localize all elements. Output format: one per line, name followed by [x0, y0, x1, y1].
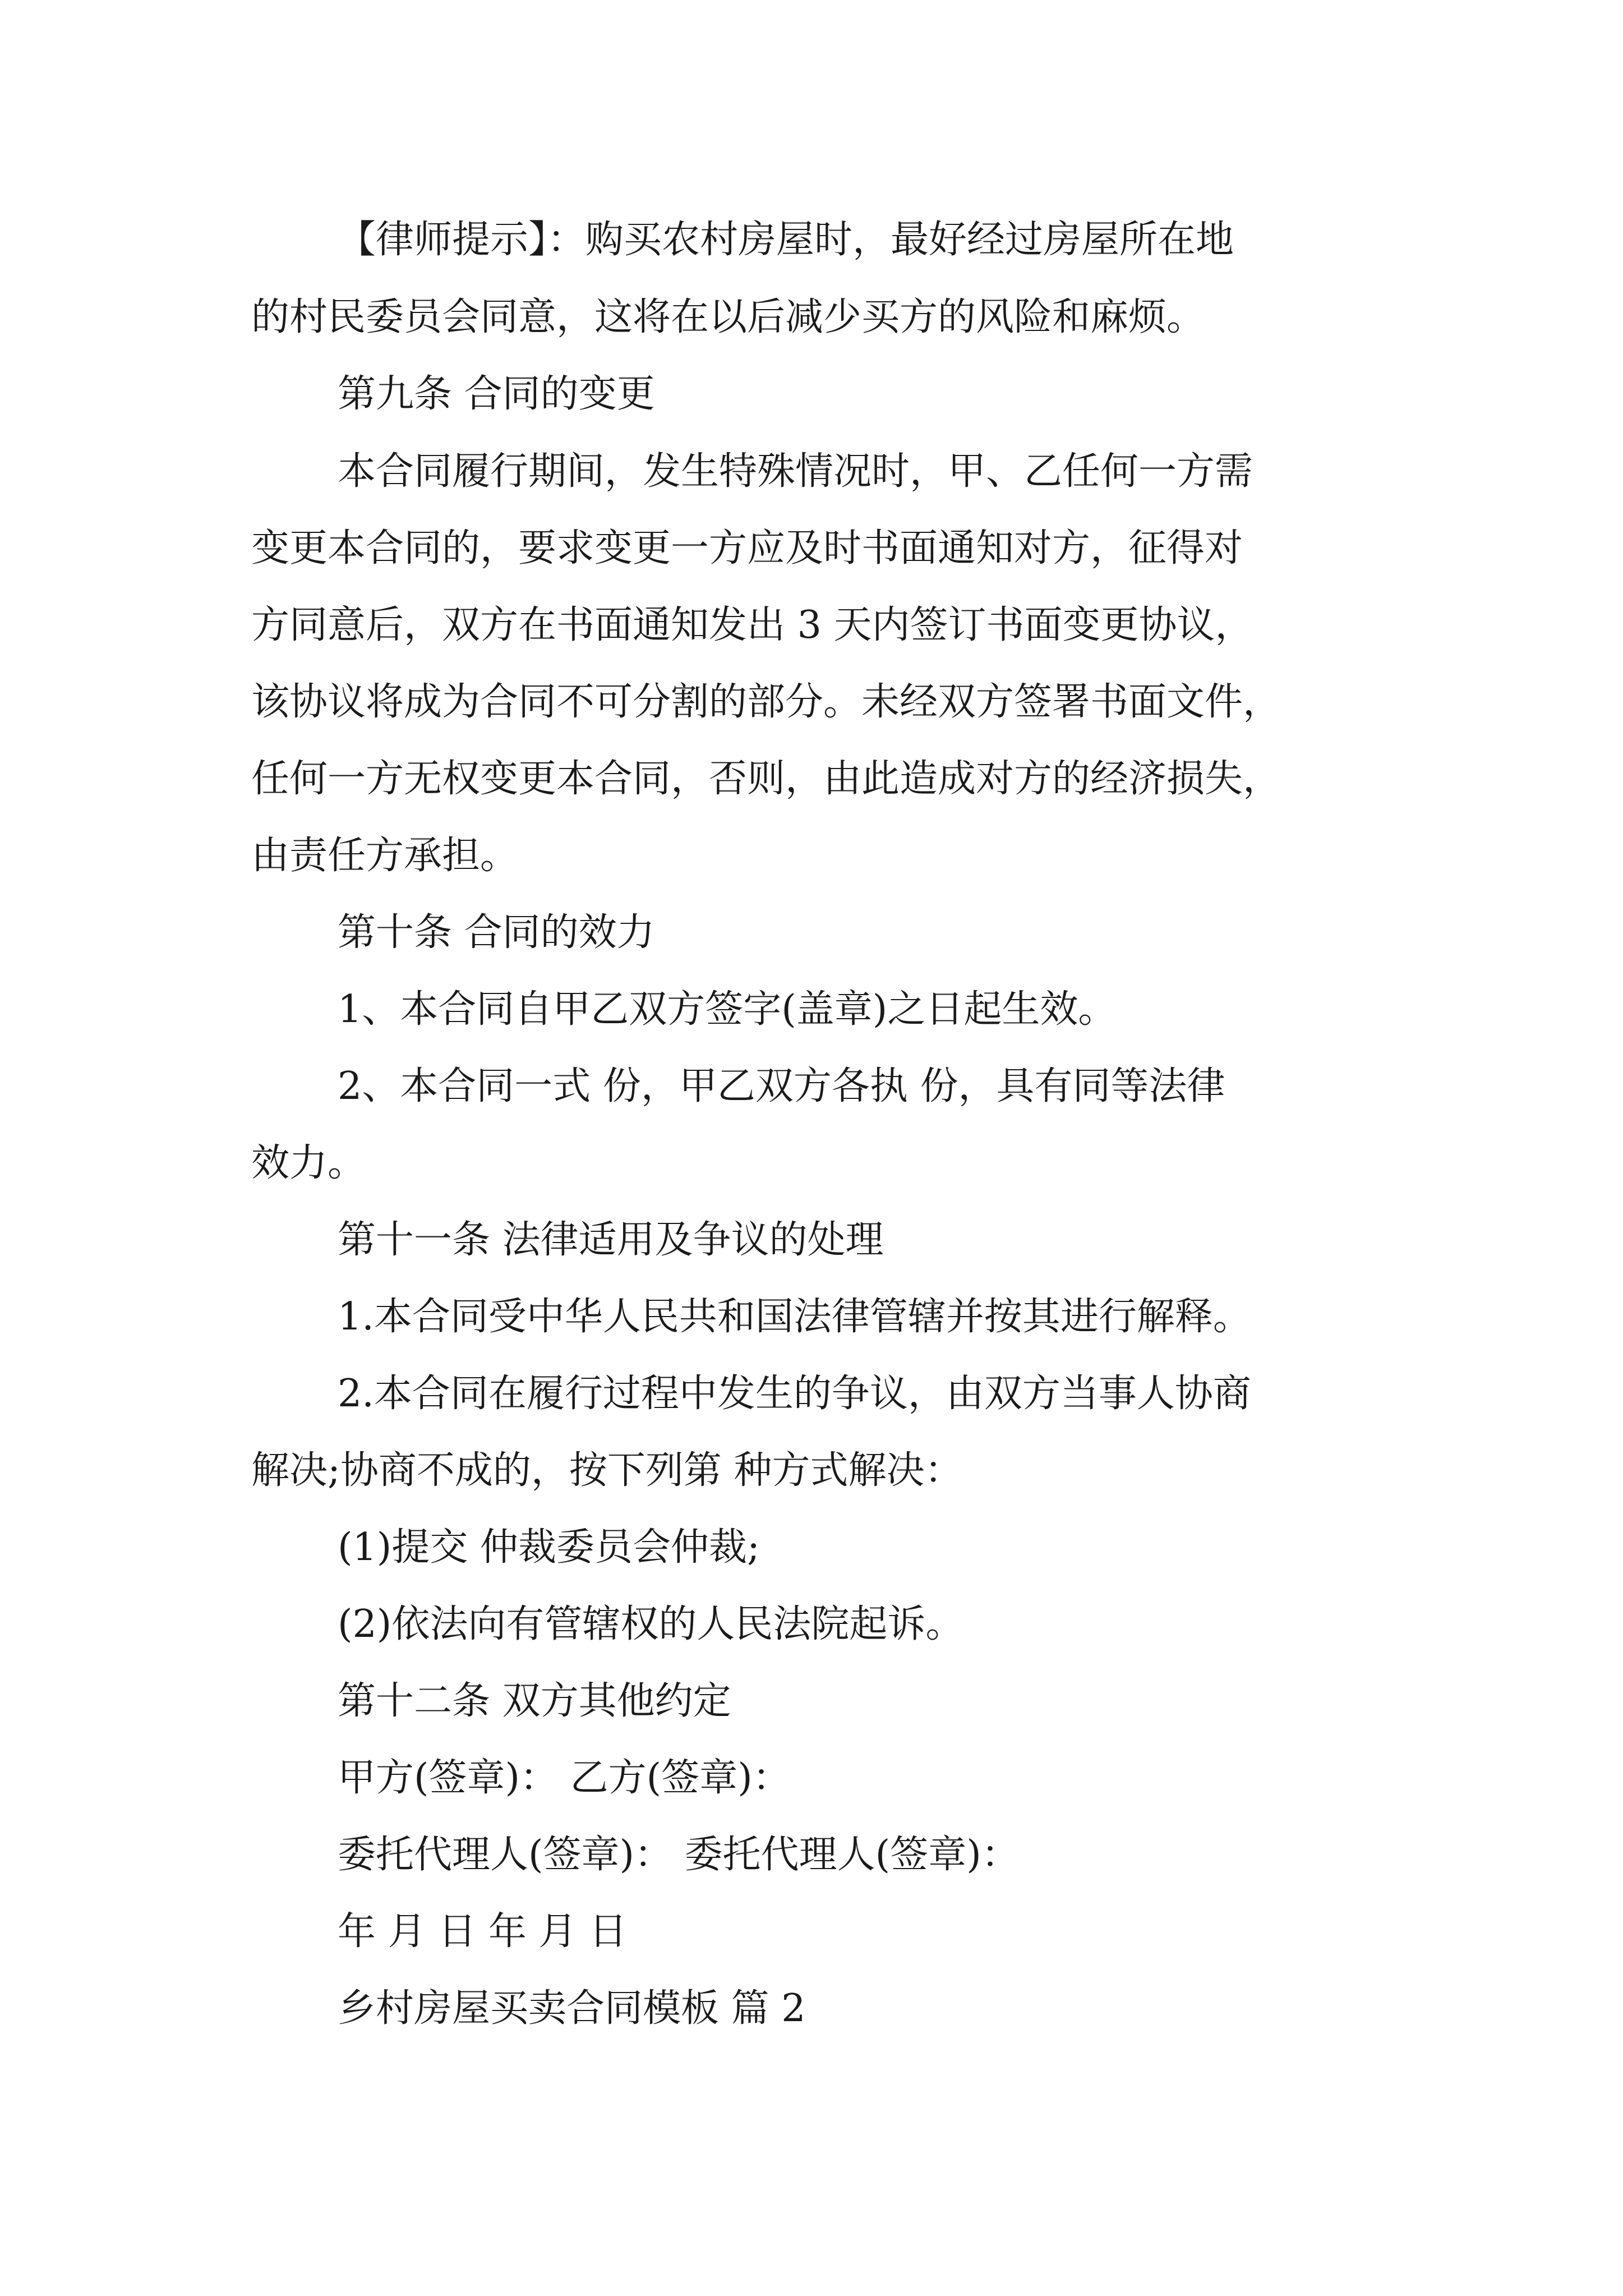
- text-line-article-11-item1: 1.本合同受中华人民共和国法律管辖并按其进行解释。: [338, 1295, 1251, 1339]
- heading-article-10: 第十条 合同的效力: [338, 910, 655, 955]
- signature-line-parties: 甲方(签章)： 乙方(签章)：: [338, 1756, 791, 1800]
- text-line-article-9-p2: 变更本合同的，要求变更一方应及时书面通知对方，征得对: [251, 526, 1243, 570]
- text-line-article-10-item2-cont: 效力。: [251, 1141, 366, 1185]
- section-title-part-2: 乡村房屋买卖合同模板 篇 2: [338, 1986, 806, 2031]
- text-line-article-9-p1: 本合同履行期间，发生特殊情况时，甲、乙任何一方需: [338, 449, 1253, 494]
- text-line-article-9-p3: 方同意后，双方在书面通知发出 3 天内签订书面变更协议，: [251, 603, 1253, 647]
- date-line: 年 月 日 年 月 日: [338, 1910, 628, 1954]
- text-line-lawyer-tip: 【律师提示】：购买农村房屋时，最好经过房屋所在地: [338, 218, 1234, 262]
- heading-article-11: 第十一条 法律适用及争议的处理: [338, 1218, 884, 1262]
- text-line-article-11-item2: 2.本合同在履行过程中发生的争议，由双方当事人协商: [338, 1372, 1251, 1416]
- text-line-article-9-p4: 该协议将成为合同不可分割的部分。未经双方签署书面文件，: [251, 680, 1281, 724]
- text-line-article-11-item2-cont: 解决;协商不成的，按下列第 种方式解决：: [251, 1448, 963, 1493]
- text-line-article-9-p6: 由责任方承担。: [251, 834, 519, 878]
- text-line-article-10-item1: 1、本合同自甲乙双方签字(盖章)之日起生效。: [338, 987, 1117, 1032]
- text-line-lawyer-tip-cont: 的村民委员会同意，这将在以后减少买方的风险和麻烦。: [251, 295, 1205, 339]
- heading-article-9: 第九条 合同的变更: [338, 372, 655, 416]
- heading-article-12: 第十二条 双方其他约定: [338, 1679, 731, 1723]
- text-line-option-1: (1)提交 仲裁委员会仲裁;: [338, 1525, 760, 1570]
- text-line-article-9-p5: 任何一方无权变更本合同，否则，由此造成对方的经济损失，: [251, 757, 1281, 801]
- text-line-option-2: (2)依法向有管辖权的人民法院起诉。: [338, 1602, 964, 1646]
- signature-line-agents: 委托代理人(签章)： 委托代理人(签章)：: [338, 1833, 1020, 1877]
- text-line-article-10-item2: 2、本合同一式 份，甲乙双方各执 份，具有同等法律: [338, 1064, 1225, 1108]
